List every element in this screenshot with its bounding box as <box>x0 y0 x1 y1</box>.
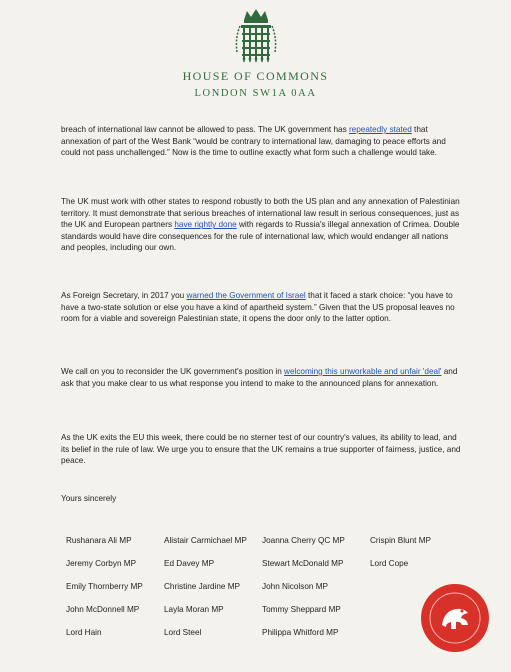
signatory: Rushanara Ali MP <box>66 536 132 545</box>
signatory: Crispin Blunt MP <box>370 536 431 545</box>
signatory: Ed Davey MP <box>164 559 215 568</box>
signatory: Lord Cope <box>370 559 409 568</box>
paragraph-1: breach of international law cannot be allowed to pass. The UK government has repeatedly stated that annexation of part of the West Bank “would be contrary to international law, damaging to peace efforts and could not pass unchallenged.” Now is the time to outline exactly what form such a challenge would take. <box>61 125 446 158</box>
link-have-rightly-done[interactable]: have rightly done <box>174 220 237 230</box>
news-agency-logo <box>418 581 492 655</box>
signatory: Christine Jardine MP <box>164 582 240 591</box>
signatory: John McDonnell MP <box>66 605 140 614</box>
house-of-commons-heading: HOUSE OF COMMONS <box>182 69 329 83</box>
signatory: Stewart McDonald MP <box>262 559 344 568</box>
signatory: Philippa Whitford MP <box>262 628 339 637</box>
paragraph-4: We call on you to reconsider the UK government's position in welcoming this unworkable and unfair 'deal' and ask that you make clear to us what response you intend to make to the announced plans for annexation. <box>61 367 458 388</box>
paragraph-2: The UK must work with other states to respond robustly to both the US plan and any annexation of Palestinian territory. It must demonstrate that serious breaches of international law result in serious consequences, just as the UK and European partners have rightly done with regards to Russia's illegal annexation of Crimea. Double standards would have dire consequences for the rule of international law, which would endanger all nations and peoples, including our own. <box>61 197 460 253</box>
portcullis-crest-icon <box>231 8 281 64</box>
signatory: Layla Moran MP <box>164 605 224 614</box>
link-warned-government[interactable]: warned the Government of Israel <box>186 291 306 300</box>
signatory: John Nicolson MP <box>262 582 328 591</box>
link-welcoming-deal[interactable]: welcoming this unworkable and unfair 'deal' <box>284 367 442 376</box>
link-repeatedly-stated[interactable]: repeatedly stated <box>348 125 412 134</box>
closing-text: Yours sincerely <box>61 494 117 503</box>
signatory: Emily Thornberry MP <box>66 582 143 591</box>
signatory: Alistair Carmichael MP <box>164 536 247 545</box>
signatory: Tommy Sheppard MP <box>262 605 341 614</box>
address-heading: LONDON SW1A 0AA <box>194 88 317 99</box>
signatory: Lord Steel <box>164 628 202 637</box>
paragraph-5: As the UK exits the EU this week, there could be no sterner test of our country's values, its ability to lead, and its belief in the rule of law. We urge you to ensure that the UK remains a true supporter of fairness, justice, and peace. <box>61 433 461 466</box>
signatory: Joanna Cherry QC MP <box>262 536 345 545</box>
paragraph-3: As Foreign Secretary, in 2017 you warned the Government of Israel that it faced a stark choice: “you have to have a two-state solution or else you have a kind of apartheid system.” Given that the US proposal leaves no room for a viable and sovereign Palestinian state, it opens the door only to the latter option. <box>61 291 455 324</box>
signatory: Jeremy Corbyn MP <box>66 559 137 568</box>
signatory: Lord Hain <box>66 628 102 637</box>
